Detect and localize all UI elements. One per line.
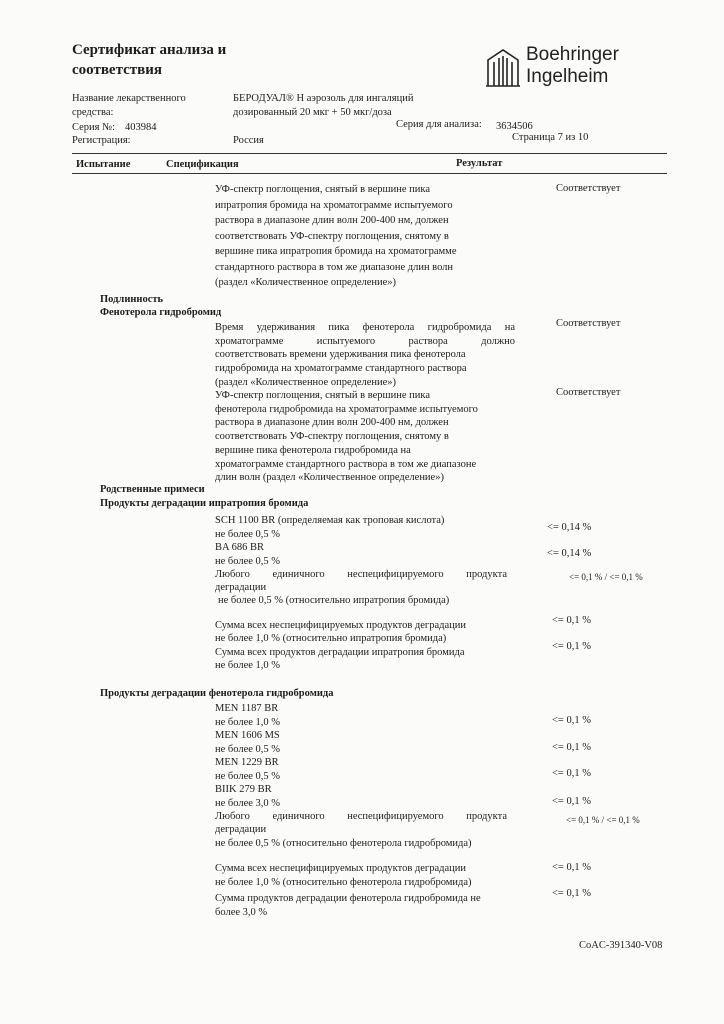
document-title — [72, 40, 226, 80]
ipra-sum-all-result: <= 0,1 % — [552, 641, 591, 652]
spec-line: соответствовать УФ-спектру поглощения, снятому в — [215, 230, 449, 242]
ipra-any-line-1: Любого единичного неспецифицируемого продукта — [215, 569, 507, 580]
spec-line: Время удерживания пика фенотерола гидробромида на — [215, 322, 515, 333]
spec-line: вершине пика ипратропия бромида на хроматограмме — [215, 246, 457, 257]
spec-line: длин волн (раздел «Количественное определение») — [215, 472, 444, 484]
feno-any-line-1: Любого единичного неспецифицируемого продукта — [215, 811, 507, 822]
uv-fenoterol-spec — [215, 389, 515, 485]
analysis-series-value: 3634506 — [496, 121, 533, 132]
spec-line: УФ-спектр поглощения, снятый в вершине пика — [215, 184, 430, 195]
spec-line: гидробромида на хроматограмме стандартного раствора — [215, 363, 467, 375]
retention-result: Соответствует — [556, 318, 621, 329]
men1606-result: <= 0,1 % — [552, 742, 591, 753]
men1606-name: MEN 1606 MS — [215, 730, 280, 741]
spec-line: УФ-спектр поглощения, снятый в вершине пика — [215, 390, 430, 401]
series-label: Серия №: — [72, 122, 116, 133]
ipra-sum-unspec-line-2: не более 1,0 % (относительно ипратропия бромида) — [215, 633, 447, 644]
men1606-limit: не более 0,5 % — [215, 744, 281, 755]
ipra-sum-all-line-1: Сумма всех продуктов деградации ипратропия бромида — [215, 647, 465, 658]
ipra-any-limit: не более 0,5 % (относительно ипратропия бромида) — [218, 595, 450, 606]
company-logo — [486, 44, 646, 88]
biik279-name: BIIK 279 BR — [215, 784, 272, 795]
spec-line: стандартного раствора в том же диапазоне длин волн — [215, 261, 454, 273]
footer-code: CoAC-391340-V08 — [579, 940, 663, 951]
biik279-result: <= 0,1 % — [552, 796, 591, 807]
registration-value: Россия — [233, 135, 264, 146]
product-value — [233, 92, 413, 120]
sch1100-result: <= 0,14 % — [547, 522, 592, 533]
product-label-line-2: средства: — [72, 107, 114, 118]
feno-sum-all-line-1: Сумма продуктов деградации фенотерола гидробромида не — [215, 893, 481, 904]
title-line-2: соответствия — [72, 62, 163, 78]
spec-line: раствора в диапазоне длин волн 200-400 нм, должен — [215, 417, 449, 429]
spec-line: (раздел «Количественное определение») — [215, 277, 397, 288]
feno-sum-all-line-2: более 3,0 % — [215, 907, 268, 918]
ipra-sum-unspec-result: <= 0,1 % — [552, 615, 591, 626]
men1187-limit: не более 1,0 % — [215, 717, 281, 728]
spec-line: хроматограмме испытуемого раствора должно — [215, 335, 515, 347]
spec-line: соответствовать УФ-спектру поглощения, снятому в — [215, 431, 449, 443]
series-value: 403984 — [125, 122, 157, 133]
product-label-line-1: Название лекарственного — [72, 93, 186, 104]
logo-text — [526, 44, 619, 88]
spec-line: хроматограмме стандартного раствора в том же диапазоне — [215, 458, 477, 470]
spec-line: (раздел «Количественное определение») — [215, 376, 397, 388]
uv-ipratropium-result: Соответствует — [556, 183, 621, 194]
fenoterol-degradation-heading: Продукты деградации фенотерола гидробромида — [100, 688, 334, 699]
columns-divider — [72, 173, 667, 174]
uv-fenoterol-result: Соответствует — [556, 387, 621, 398]
sch1100-name: SCH 1100 BR (определяемая как троповая кислота) — [215, 515, 445, 526]
feno-sum-unspec-line-1: Сумма всех неспецифицируемых продуктов деградации — [215, 863, 467, 874]
men1229-limit: не более 0,5 % — [215, 771, 281, 782]
title-line-1: Сертификат анализа и — [72, 42, 227, 58]
uv-ipratropium-spec — [215, 182, 515, 291]
ipra-sum-all-line-2: не более 1,0 % — [215, 660, 281, 671]
product-label — [72, 92, 186, 120]
logo-line-1: Boehringer — [526, 44, 619, 65]
men1187-name: MEN 1187 BR — [215, 703, 279, 714]
ipra-any-result: <= 0,1 % / <= 0,1 % — [569, 572, 643, 582]
spec-line: ипратропия бромида на хроматограмме испытуемого — [215, 199, 453, 211]
feno-any-line-2: деградации — [215, 824, 267, 835]
feno-sum-all-result: <= 0,1 % — [552, 888, 591, 899]
analysis-series-label: Серия для анализа: — [396, 119, 482, 130]
identity-heading: Подлинность — [100, 294, 164, 305]
column-header-result: Результат — [456, 158, 503, 169]
feno-any-result: <= 0,1 % / <= 0,1 % — [566, 815, 640, 825]
logo-building-icon — [486, 46, 520, 88]
spec-line: фенотерола гидробромида на хроматограмме испытуемого — [215, 403, 478, 415]
spec-line: раствора в диапазоне длин волн 200-400 нм, должен — [215, 215, 449, 226]
ipratropium-degradation-heading: Продукты деградации ипратропия бромида — [100, 498, 309, 509]
spec-line: соответствовать времени удерживания пика фенотерола — [215, 349, 466, 361]
ipra-any-line-2: деградации — [215, 582, 267, 593]
header-divider — [72, 153, 667, 154]
ba686-name: BA 686 BR — [215, 542, 265, 553]
men1229-name: MEN 1229 BR — [215, 757, 279, 768]
men1229-result: <= 0,1 % — [552, 768, 591, 779]
column-header-test: Испытание — [76, 159, 131, 170]
impurities-heading: Родственные примеси — [100, 484, 205, 495]
column-header-spec: Спецификация — [166, 159, 239, 170]
page-number: Страница 7 из 10 — [512, 132, 589, 143]
ba686-result: <= 0,14 % — [547, 548, 592, 559]
biik279-limit: не более 3,0 % — [215, 798, 281, 809]
sch1100-limit: не более 0,5 % — [215, 529, 281, 540]
men1187-result: <= 0,1 % — [552, 715, 591, 726]
registration-label: Регистрация: — [72, 135, 131, 146]
feno-sum-unspec-result: <= 0,1 % — [552, 862, 591, 873]
product-value-line-1: БЕРОДУАЛ® Н аэрозоль для ингаляций — [233, 93, 414, 104]
feno-sum-unspec-line-2: не более 1,0 % (относительно фенотерола гидробромида) — [215, 877, 472, 888]
spec-line: вершине пика фенотерола гидробромида на — [215, 444, 411, 456]
feno-any-limit: не более 0,5 % (относительно фенотерола гидробромида) — [215, 838, 472, 849]
ba686-limit: не более 0,5 % — [215, 556, 281, 567]
ipra-sum-unspec-line-1: Сумма всех неспецифицируемых продуктов деградации — [215, 620, 467, 631]
retention-spec — [215, 321, 515, 390]
fenoterol-heading: Фенотерола гидробромид — [100, 307, 222, 318]
logo-line-2: Ingelheim — [526, 66, 609, 87]
product-value-line-2: дозированный 20 мкг + 50 мкг/доза — [233, 107, 392, 118]
